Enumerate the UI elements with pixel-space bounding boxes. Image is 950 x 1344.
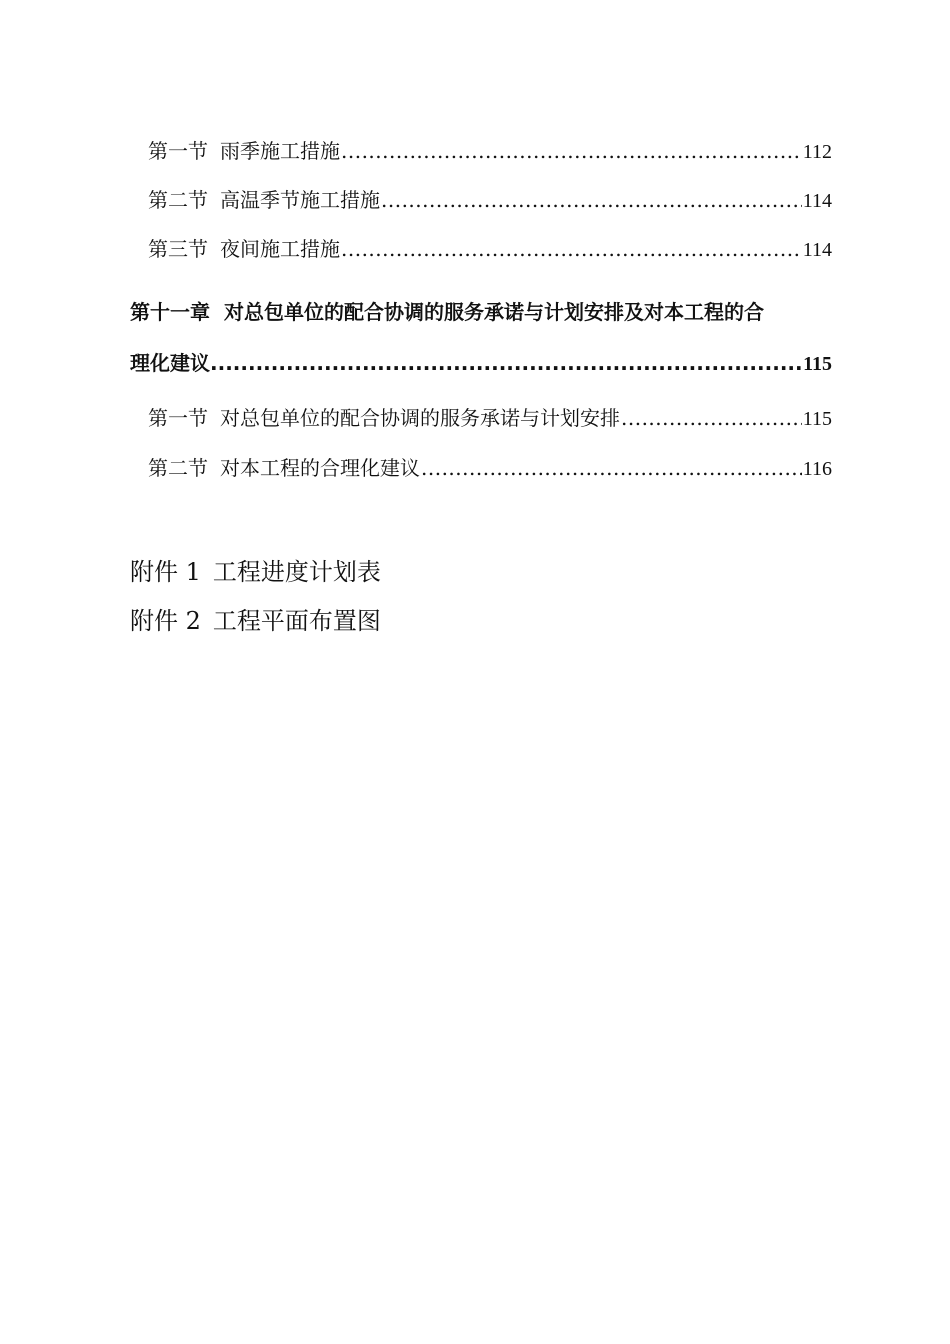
leader-dots bbox=[421, 455, 802, 481]
leader-dots bbox=[210, 351, 803, 375]
leader-dots bbox=[341, 138, 802, 164]
attachment-title: 工程进度计划表 bbox=[212, 558, 381, 586]
chapter-number: 第十一章 bbox=[130, 300, 210, 324]
leader-dots bbox=[621, 405, 802, 431]
attachment-label: 附件 2 bbox=[130, 607, 201, 635]
page-number: 116 bbox=[802, 458, 832, 480]
toc-entry[interactable] bbox=[148, 187, 832, 214]
section-number: 第一节 bbox=[148, 406, 208, 430]
toc-entry[interactable] bbox=[148, 236, 832, 263]
page-number: 112 bbox=[802, 141, 832, 163]
section-title: 对本工程的合理化建议 bbox=[220, 456, 420, 480]
toc-entry[interactable] bbox=[148, 138, 832, 165]
attachment-entry bbox=[130, 552, 381, 587]
section-title: 雨季施工措施 bbox=[220, 139, 340, 163]
toc-entry[interactable] bbox=[148, 405, 832, 432]
section-number: 第二节 bbox=[148, 188, 208, 212]
page-number: 115 bbox=[802, 408, 832, 430]
attachment-title: 工程平面布置图 bbox=[212, 607, 381, 635]
page-number: 114 bbox=[802, 239, 832, 261]
toc-entry[interactable] bbox=[148, 455, 832, 482]
chapter-title-line1: 对总包单位的配合协调的服务承诺与计划安排及对本工程的合 bbox=[224, 300, 764, 324]
section-number: 第二节 bbox=[148, 456, 208, 480]
section-number: 第一节 bbox=[148, 139, 208, 163]
attachment-entry bbox=[130, 601, 381, 636]
page-number: 115 bbox=[803, 353, 832, 375]
section-title: 夜间施工措施 bbox=[220, 237, 340, 261]
chapter-title-line2: 理化建议 bbox=[130, 351, 210, 375]
leader-dots bbox=[341, 236, 802, 262]
attachment-label: 附件 1 bbox=[130, 558, 201, 586]
section-title: 对总包单位的配合协调的服务承诺与计划安排 bbox=[220, 406, 620, 430]
leader-dots bbox=[381, 187, 802, 213]
section-number: 第三节 bbox=[148, 237, 208, 261]
section-title: 高温季节施工措施 bbox=[220, 188, 380, 212]
page-number: 114 bbox=[802, 190, 832, 212]
